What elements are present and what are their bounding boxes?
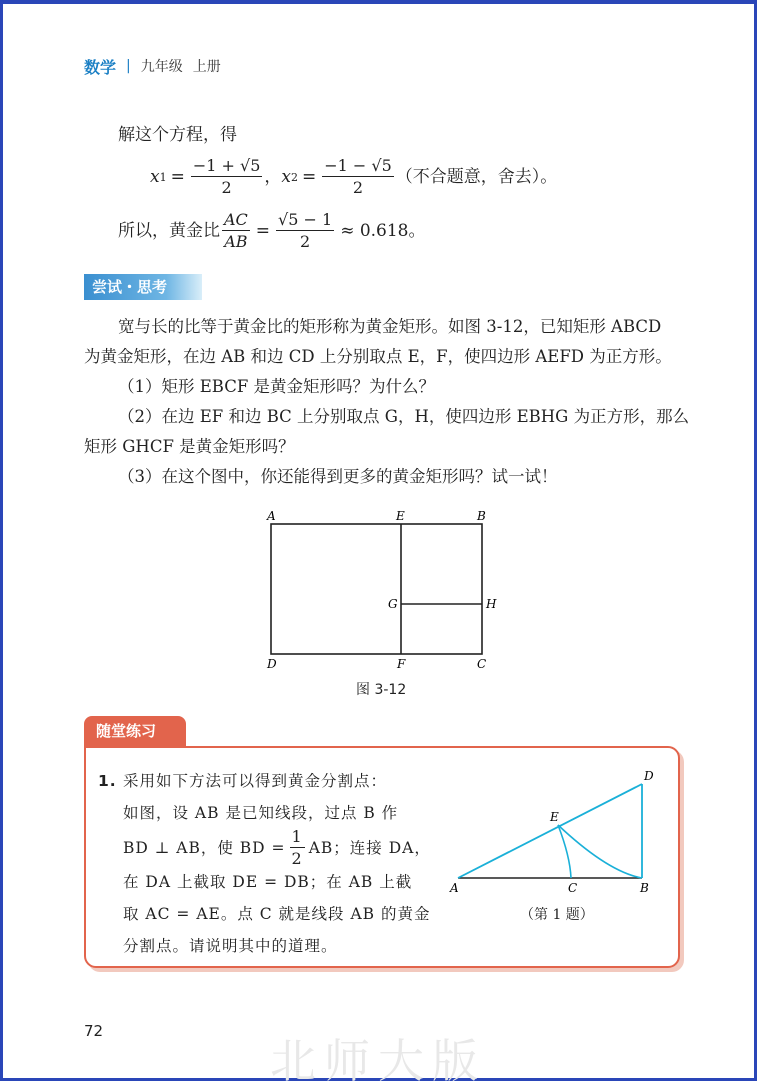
exercise-line-3a: BD ⊥ AB，使 BD = [123,839,286,857]
solve-intro: 解这个方程，得 [118,125,237,145]
x1-eq: = [170,166,185,187]
try-question-1: （1）矩形 EBCF 是黄金矩形吗？为什么？ [118,377,436,396]
x2-denominator: 2 [352,178,364,197]
label-D: D [267,657,277,671]
arc-AE [558,825,571,878]
label-B: B [477,509,486,523]
header-grade: 九年级 [140,59,183,75]
golden-denominator: 2 [300,232,311,251]
x2-var: x [281,166,291,187]
try-question-2: （2）在边 EF 和边 BC 上分别取点 G，H，使四边形 EBHG 为正方形，那么 [118,407,690,426]
header-volume: 上册 [192,59,221,75]
x1-denominator: 2 [221,178,232,197]
x1-sub: 1 [159,170,167,184]
approx-value: ≈ 0.618。 [340,220,426,241]
x2-fraction [322,158,394,196]
header-subject: 数学 [84,57,117,77]
exercise-line-3 [123,829,431,867]
fig-label-B: B [640,881,649,895]
label-F: F [397,657,406,671]
x2-sub: 2 [290,170,298,184]
fig-label-A: A [450,881,459,895]
ratio-denominator: AB [224,232,248,251]
try-line-2: 为黄金矩形，在边 AB 和边 CD 上分别取点 E，F，使四边形 AEFD 为正方形。 [84,347,672,366]
exercise-line-2: 如图，设 AB 是已知线段，过点 B 作 [123,804,399,822]
try-question-3: （3）在这个图中，你还能得到更多的黄金矩形吗？试一试！ [118,467,558,486]
rect-ABCD [271,524,482,654]
exercise-figure-caption: （第 1 题） [520,907,594,923]
try-think-tag: 尝试・思考 [84,274,202,300]
exercise-line-4: 在 DA 上截取 DE = DB；在 AB 上截 [123,873,413,891]
golden-section-figure [446,768,666,902]
x2-eq: = [301,166,317,187]
label-E: E [396,509,405,523]
practice-tag: 随堂练习 [84,716,186,746]
label-A: A [267,509,276,523]
try-line-1: 宽与长的比等于黄金比的矩形称为黄金矩形。如图 3-12，已知矩形 ABCD [118,317,662,336]
figure-caption: 图 3-12 [356,682,407,698]
golden-ratio-conclusion [118,212,426,250]
golden-rectangle-figure [258,508,508,674]
fig-label-E: E [550,810,559,824]
half-numerator: 1 [291,827,303,846]
golden-numerator: √5 − 1 [278,210,333,229]
golden-fraction [276,212,334,250]
exercise-line-5: 取 AC = AE。点 C 就是线段 AB 的黄金 [123,905,431,923]
ratio-fraction [222,212,250,250]
conclusion-prefix: 所以，黄金比 [118,220,220,241]
x1-numerator: −1 + √5 [192,156,261,175]
x1-var: x [150,166,160,187]
page-header [84,55,221,77]
x2-numerator: −1 − √5 [324,156,392,175]
exercise-number: 1. [98,772,117,790]
half-denominator: 2 [291,849,303,868]
exercise-line-3b: AB；连接 DA， [308,839,431,857]
reject-note: （不合题意，舍去）。 [395,166,558,187]
publisher-watermark: 北师大版 [270,1034,486,1088]
formula-comma: ， [264,166,282,187]
ratio-numerator: AC [224,210,248,229]
exercise-line-1: 采用如下方法可以得到黄金分割点： [123,772,388,790]
ratio-eq: = [255,220,271,241]
segment-AD [458,784,642,878]
header-separator: | [126,58,131,74]
solution-formula [150,158,557,196]
half-fraction [290,829,305,867]
fig-label-D: D [644,769,654,783]
label-H: H [486,597,497,611]
page-number: 72 [84,1022,104,1040]
fig-label-C: C [568,881,578,895]
try-question-2-cont: 矩形 GHCF 是黄金矩形吗？ [84,437,295,456]
x1-fraction [191,158,263,196]
exercise-line-6: 分割点。请说明其中的道理。 [123,937,338,955]
label-G: G [388,597,398,611]
label-C: C [477,657,487,671]
